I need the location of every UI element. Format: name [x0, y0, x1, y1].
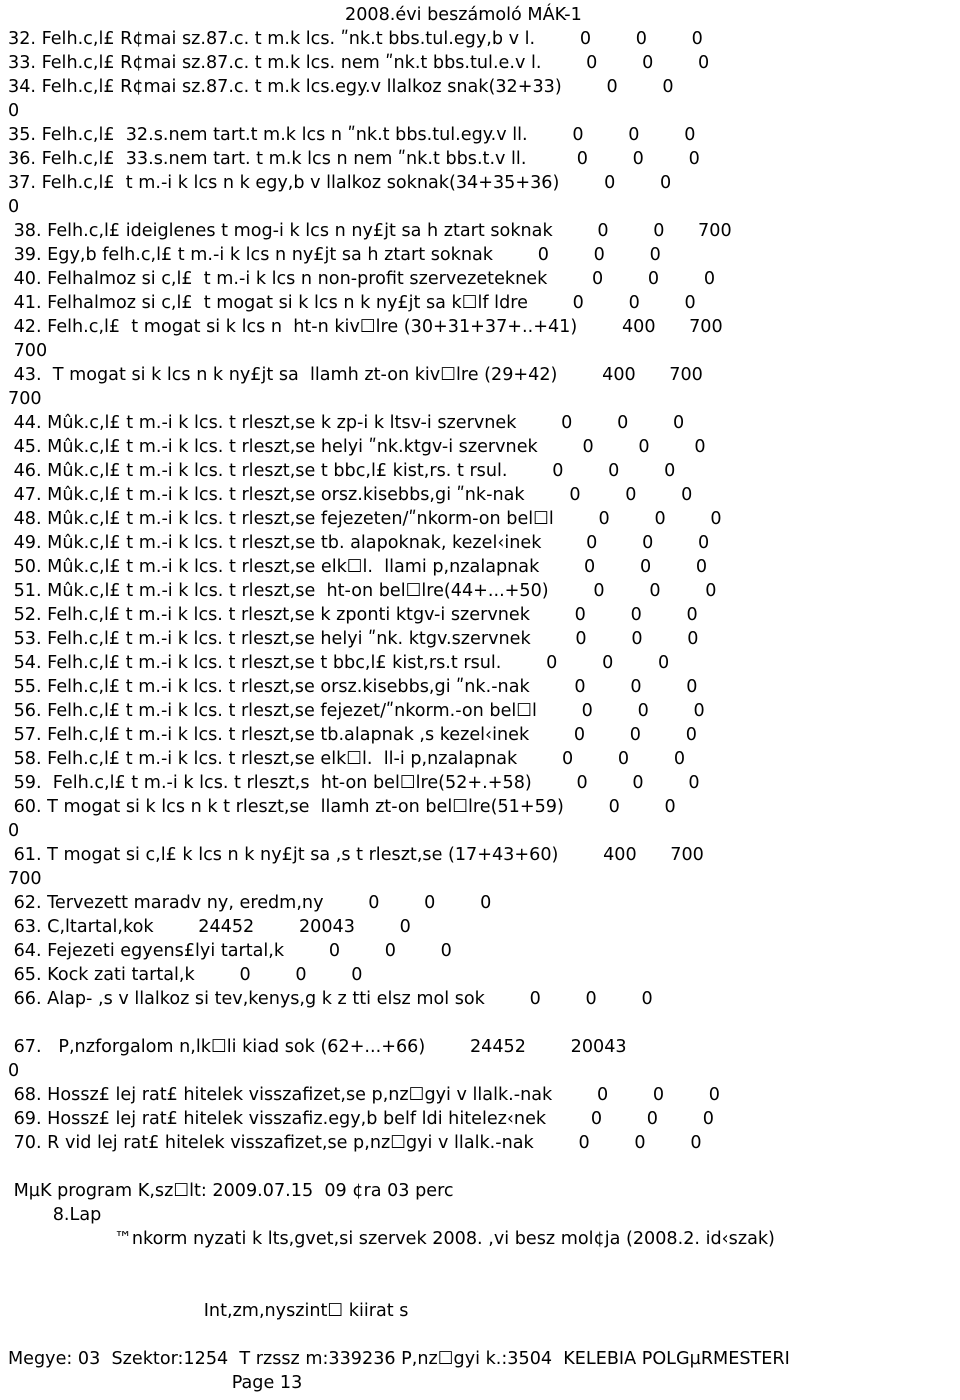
document-line: 53. Felh.c,l£ t m.-i k lcs. t rleszt,se helyi ʺnk. ktgv.szervnek 0 0 0	[8, 629, 699, 649]
document-line: Int,zm,nyszint☐ kiirat s	[8, 1301, 409, 1321]
document-line: 37. Felh.c,l£ t m.-i k lcs n k egy,b v llalkoz soknak(34+35+36) 0 0	[8, 173, 672, 193]
document-line: 56. Felh.c,l£ t m.-i k lcs. t rleszt,se fejezet/ʺnkorm.-on bel☐l 0 0 0	[8, 701, 705, 721]
document-line: 45. Mûk.c,l£ t m.-i k lcs. t rleszt,se helyi ʺnk.ktgv-i szervnek 0 0 0	[8, 437, 706, 457]
document-line: 700	[8, 389, 42, 409]
document-line: 46. Mûk.c,l£ t m.-i k lcs. t rleszt,se t bbc,l£ kist,rs. t rsul. 0 0 0	[8, 461, 676, 481]
document-line: 55. Felh.c,l£ t m.-i k lcs. t rleszt,se orsz.kisebbs,gi ʺnk.-nak 0 0 0	[8, 677, 698, 697]
document-line: 50. Mûk.c,l£ t m.-i k lcs. t rleszt,se elk☐l. llami p,nzalapnak 0 0 0	[8, 557, 708, 577]
document-line: 36. Felh.c,l£ 33.s.nem tart. t m.k lcs n nem ʺnk.t bbs.t.v ll. 0 0 0	[8, 149, 700, 169]
page-header: 2008.évi beszámoló MÁK-1	[345, 5, 582, 25]
document-line: 42. Felh.c,l£ t mogat si k lcs n ht-n kiv☐lre (30+31+37+..+41) 400 700	[8, 317, 723, 337]
document-line: 65. Kock zati tartal,k 0 0 0	[8, 965, 363, 985]
document-line: 61. T mogat si c,l£ k lcs n k ny£jt sa ,s t rleszt,se (17+43+60) 400 700	[8, 845, 704, 865]
document-line: 0	[8, 197, 20, 217]
document-line: 32. Felh.c,l£ R¢mai sz.87.c. t m.k lcs. ʺnk.t bbs.tul.egy,b v l. 0 0 0	[8, 29, 703, 49]
document-line: 40. Felhalmoz si c,l£ t m.-i k lcs n non-profit szervezeteknek 0 0 0	[8, 269, 716, 289]
document-line: 41. Felhalmoz si c,l£ t mogat si k lcs n k ny£jt sa k☐lf ldre 0 0 0	[8, 293, 696, 313]
document-line: 63. C,ltartal,kok 24452 20043 0	[8, 917, 411, 937]
document-line: 57. Felh.c,l£ t m.-i k lcs. t rleszt,se tb.alapnak ,s kezel‹inek 0 0 0	[8, 725, 697, 745]
document-line: 43. T mogat si k lcs n k ny£jt sa llamh zt-on kiv☐lre (29+42) 400 700	[8, 365, 703, 385]
document-line: 39. Egy,b felh.c,l£ t m.-i k lcs n ny£jt sa h ztart soknak 0 0 0	[8, 245, 661, 265]
document-line: 59. Felh.c,l£ t m.-i k lcs. t rleszt,s ht-on bel☐lre(52+.+58) 0 0 0	[8, 773, 700, 793]
document-line: 49. Mûk.c,l£ t m.-i k lcs. t rleszt,se tb. alapoknak, kezel‹inek 0 0 0	[8, 533, 710, 553]
document-line: 33. Felh.c,l£ R¢mai sz.87.c. t m.k lcs. nem ʺnk.t bbs.tul.e.v l. 0 0 0	[8, 53, 710, 73]
document-line: 58. Felh.c,l£ t m.-i k lcs. t rleszt,se elk☐l. ll-i p,nzalapnak 0 0 0	[8, 749, 686, 769]
document-line: 51. Mûk.c,l£ t m.-i k lcs. t rleszt,se ht-on bel☐lre(44+...+50) 0 0 0	[8, 581, 717, 601]
document-line: 0	[8, 1061, 20, 1081]
document-line: ™nkorm nyzati k lts,gvet,si szervek 2008. ,vi besz mol¢ja (2008.2. id‹szak)	[8, 1229, 775, 1249]
document-line: 700	[8, 341, 48, 361]
document-line: 8.Lap	[8, 1205, 102, 1225]
document-line: 35. Felh.c,l£ 32.s.nem tart.t m.k lcs n ʺnk.t bbs.tul.egy.v ll. 0 0 0	[8, 125, 696, 145]
document-line: 68. Hossz£ lej rat£ hitelek visszafizet,se p,nz☐gyi v llalk.-nak 0 0 0	[8, 1085, 721, 1105]
document-line: Megye: 03 Szektor:1254 T rzssz m:339236 P,nz☐gyi k.:3504 KELEBIA POLGµRMESTERI	[8, 1349, 790, 1369]
document-line: 0	[8, 821, 20, 841]
document-line: 48. Mûk.c,l£ t m.-i k lcs. t rleszt,se fejezeten/ʺnkorm-on bel☐l 0 0 0	[8, 509, 722, 529]
document-line: 70. R vid lej rat£ hitelek visszafizet,se p,nz☐gyi v llalk.-nak 0 0 0	[8, 1133, 702, 1153]
document-line: 47. Mûk.c,l£ t m.-i k lcs. t rleszt,se orsz.kisebbs,gi ʺnk-nak 0 0 0	[8, 485, 693, 505]
document-line: MµK program K,sz☐lt: 2009.07.15 09 ¢ra 03 perc	[8, 1181, 454, 1201]
document-line: 0	[8, 101, 20, 121]
document-line: 64. Fejezeti egyens£lyi tartal,k 0 0 0	[8, 941, 452, 961]
document-line: Page 13	[8, 1373, 303, 1393]
document-line: 700	[8, 869, 42, 889]
document-line: 38. Felh.c,l£ ideiglenes t mog-i k lcs n ny£jt sa h ztart soknak 0 0 700	[8, 221, 732, 241]
document-line: 67. P,nzforgalom n,lk☐li kiad sok (62+...+66) 24452 20043	[8, 1037, 627, 1057]
document-line: 44. Mûk.c,l£ t m.-i k lcs. t rleszt,se k zp-i k ltsv-i szervnek 0 0 0	[8, 413, 685, 433]
document-line: 69. Hossz£ lej rat£ hitelek visszafiz.egy,b belf ldi hitelez‹nek 0 0 0	[8, 1109, 714, 1129]
document-line: 60. T mogat si k lcs n k t rleszt,se llamh zt-on bel☐lre(51+59) 0 0	[8, 797, 676, 817]
document-line: 54. Felh.c,l£ t m.-i k lcs. t rleszt,se t bbc,l£ kist,rs.t rsul. 0 0 0	[8, 653, 670, 673]
document-line: 62. Tervezett maradv ny, eredm,ny 0 0 0	[8, 893, 492, 913]
document-line: 52. Felh.c,l£ t m.-i k lcs. t rleszt,se k zponti ktgv-i szervnek 0 0 0	[8, 605, 698, 625]
document-line: 34. Felh.c,l£ R¢mai sz.87.c. t m.k lcs.egy.v llalkoz snak(32+33) 0 0	[8, 77, 674, 97]
document-line: 66. Alap- ,s v llalkoz si tev,kenys,g k z tti elsz mol sok 0 0 0	[8, 989, 653, 1009]
